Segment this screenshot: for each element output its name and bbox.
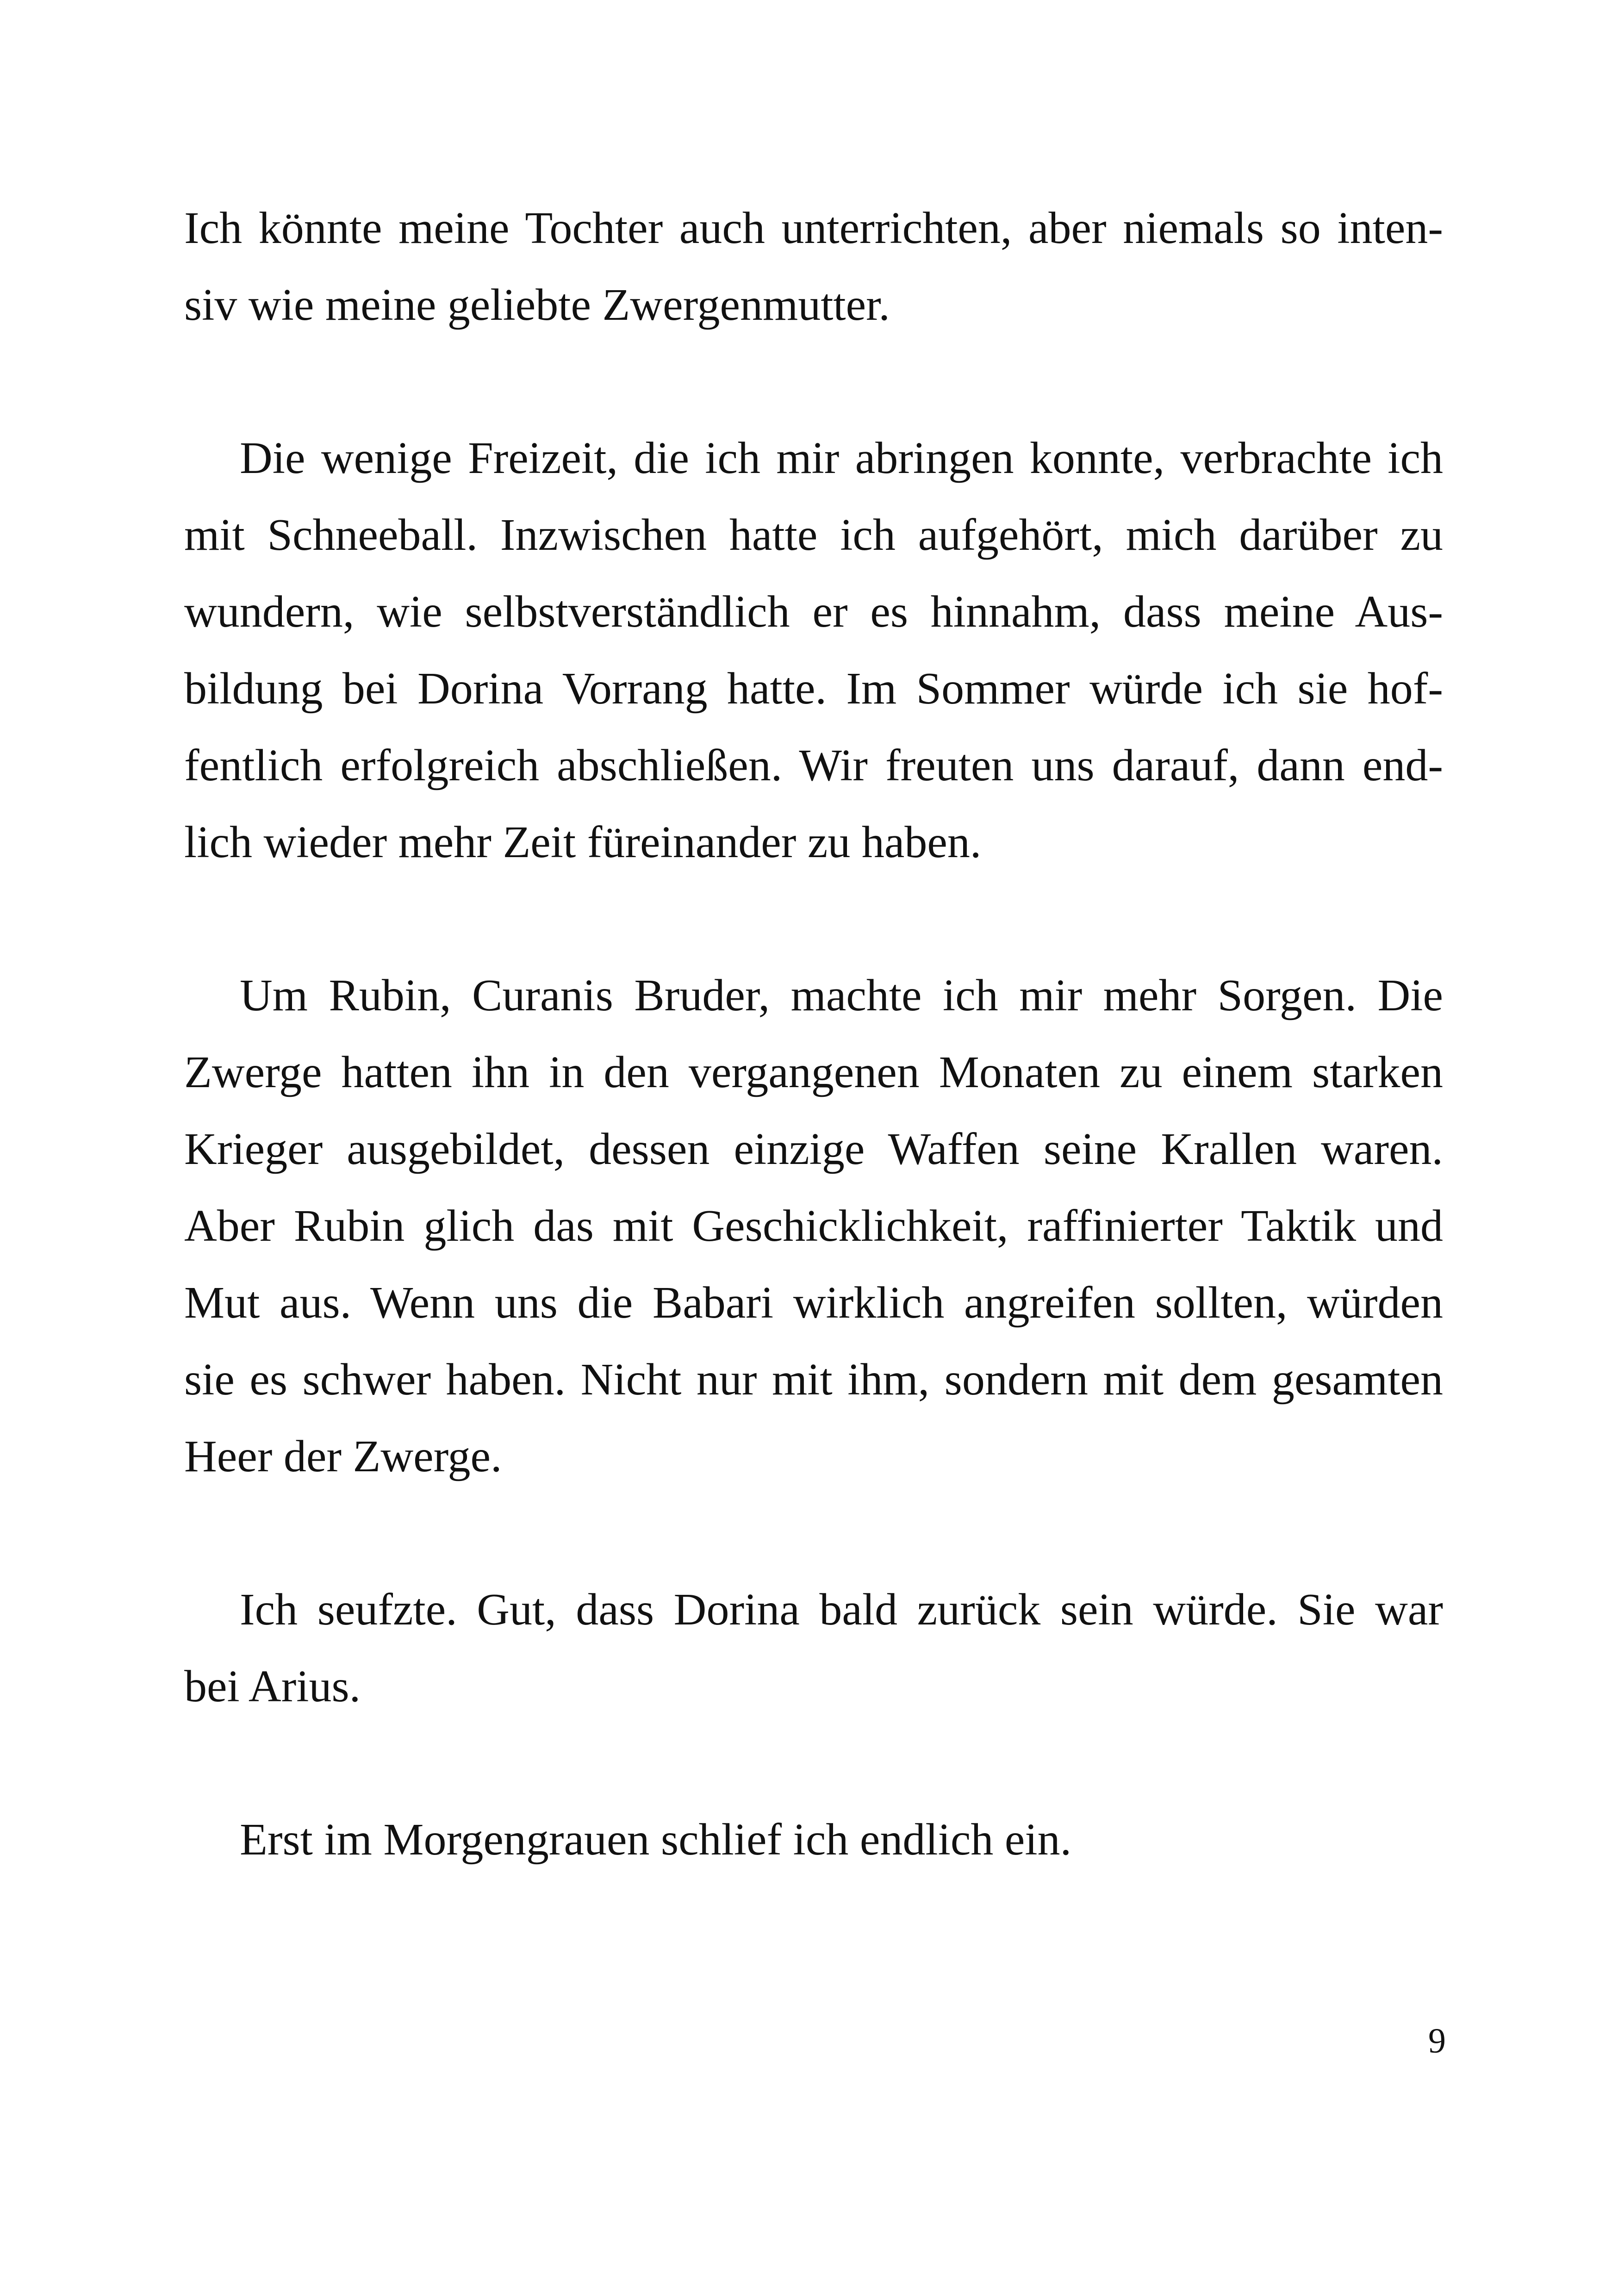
text-line: Um Rubin, Curanis Bruder, machte ich mir mehr Sorgen. Die: [240, 971, 1443, 1020]
text-line: Ich könnte meine Tochter auch unterrichten, aber niemals so inten-: [184, 203, 1443, 253]
text-line: Ich seufzte. Gut, dass Dorina bald zurück sein würde. Sie war: [240, 1585, 1443, 1635]
text-line: wundern, wie selbstverständlich er es hinnahm, dass meine Aus-: [184, 587, 1443, 637]
text-line: Mut aus. Wenn uns die Babari wirklich angreifen sollten, würden: [184, 1278, 1443, 1328]
page-number: 9: [1428, 2022, 1446, 2060]
paragraph-2: [184, 420, 1443, 881]
text-line: Aber Rubin glich das mit Geschicklichkeit, raffinierter Taktik und: [184, 1201, 1443, 1251]
body-text: [184, 190, 1443, 1954]
text-line: Erst im Morgengrauen schlief ich endlich ein.: [240, 1815, 1072, 1865]
text-line: Heer der Zwerge.: [184, 1431, 502, 1481]
text-line: Zwerge hatten ihn in den vergangenen Monaten zu einem starken: [184, 1047, 1443, 1097]
text-line: siv wie meine geliebte Zwergenmutter.: [184, 280, 890, 330]
paragraph-5: [184, 1801, 1443, 1878]
text-line: bildung bei Dorina Vorrang hatte. Im Sommer würde ich sie hof-: [184, 664, 1443, 714]
text-line: bei Arius.: [184, 1661, 361, 1711]
text-line: sie es schwer haben. Nicht nur mit ihm, sondern mit dem gesamten: [184, 1355, 1443, 1405]
paragraph-4: [184, 1571, 1443, 1725]
text-line: mit Schneeball. Inzwischen hatte ich aufgehört, mich darüber zu: [184, 510, 1443, 560]
text-line: lich wieder mehr Zeit füreinander zu haben.: [184, 817, 982, 867]
text-line: fentlich erfolgreich abschließen. Wir freuten uns darauf, dann end-: [184, 740, 1443, 790]
paragraph-3: [184, 957, 1443, 1495]
text-line: Die wenige Freizeit, die ich mir abringen konnte, verbrachte ich: [240, 433, 1443, 483]
paragraph-1: [184, 190, 1443, 343]
text-line: Krieger ausgebildet, dessen einzige Waffen seine Krallen waren.: [184, 1124, 1443, 1174]
